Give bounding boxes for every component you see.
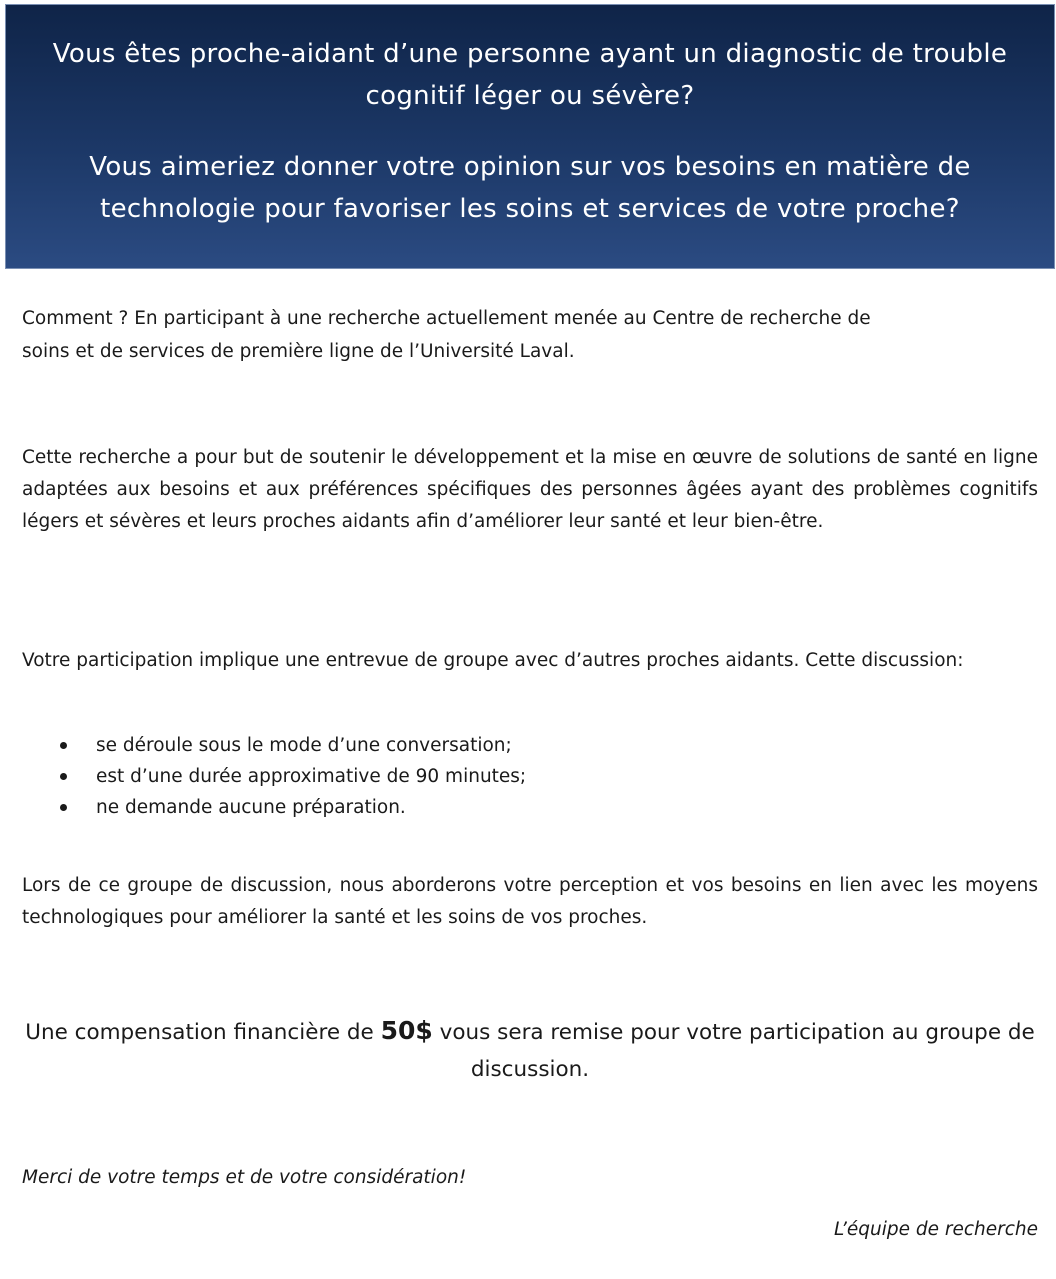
compensation-amount: 50$ [380, 1016, 433, 1045]
bullet-icon [60, 773, 67, 780]
how-paragraph: Comment ? En participant à une recherche actuellement menée au Centre de recherche de soins et de services de première ligne de l’Université Laval. [22, 308, 871, 362]
header-banner [5, 4, 1055, 269]
compensation-text-end: vous sera remise pour votre participation au groupe de discussion. [432, 1020, 1035, 1082]
purpose-paragraph: Cette recherche a pour but de soutenir le développement et la mise en œuvre de solutions de santé en ligne adaptées aux besoins et aux préférences spécifiques des personnes âgées ayant des problèmes cognitifs légers et sévères et leurs proches aidants afin d’améliorer leur santé et leur bien-être. [22, 447, 1038, 532]
banner-question-caregiver: Vous êtes proche-aidant d’une personne ayant un diagnostic de trouble cognitif léger ou sévère? [52, 39, 1008, 111]
thanks-line: Merci de votre temps et de votre considération! [22, 1167, 467, 1188]
list-item-text: ne demande aucune préparation. [96, 797, 406, 818]
bullet-icon [60, 804, 67, 811]
list-item [22, 732, 526, 763]
list-item-text: est d’une durée approximative de 90 minutes; [96, 766, 527, 787]
discussion-bullet-list [22, 732, 526, 825]
signature: L’équipe de recherche [833, 1219, 1038, 1240]
banner-question-opinion: Vous aimeriez donner votre opinion sur vos besoins en matière de technologie pour favoriser les soins et services de votre proche? [89, 152, 971, 224]
bullet-icon [60, 742, 67, 749]
list-item [22, 794, 526, 825]
list-item [22, 763, 526, 794]
discussion-paragraph: Lors de ce groupe de discussion, nous aborderons votre perception et vos besoins en lien avec les moyens technologiques pour améliorer la santé et les soins de vos proches. [22, 875, 1038, 928]
participation-paragraph: Votre participation implique une entrevue de groupe avec d’autres proches aidants. Cette discussion: [22, 650, 964, 671]
compensation-text-start: Une compensation financière de [25, 1020, 381, 1045]
compensation-paragraph [22, 1012, 1038, 1088]
list-item-text: se déroule sous le mode d’une conversation; [96, 735, 512, 756]
